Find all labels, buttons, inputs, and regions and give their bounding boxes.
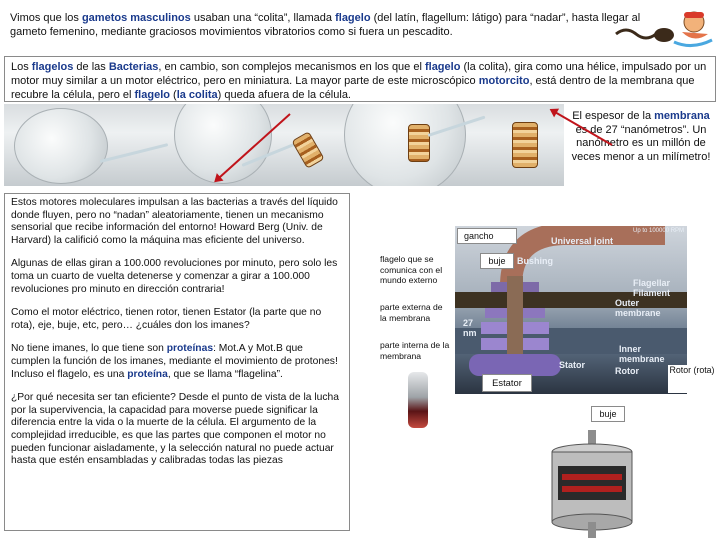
stator-thumbnail-image (408, 372, 428, 428)
motors-text-box (4, 193, 350, 531)
bacteria-text: ) queda afuera de la célula. (217, 89, 351, 101)
cell-image (14, 108, 108, 184)
intro-paragraph (4, 4, 660, 54)
intro-text: (del latín, flagellum: látigo) para “nadar”, hasta llegar al gameto femenino, mediante graciosos movimientos vibratorios como si fuera un pescadito. (10, 12, 641, 38)
diagram-outer-membrane: Outer membrane (615, 298, 661, 318)
diagram-corner: Up to 100000 RPM (633, 228, 685, 234)
label-buje-2: buje (591, 406, 625, 422)
diagram-stator: Stator (559, 360, 586, 370)
diagram-scale: 27 nm (463, 318, 477, 338)
motors-text: : Mot.A y Mot.B que cumplen la función de los imanes, mediante el movimiento de protones! Incluso el flagelo, es una (11, 343, 338, 380)
motors-paragraph-3: Como el motor eléctrico, tienen rotor, tienen Estator (la parte que no rota), eje, buje, etc, pero… ¿cuáles don los imanes? (11, 307, 322, 331)
nanometer-text: El espesor de la (572, 110, 655, 122)
bacteria-text: Los (11, 61, 32, 73)
label-parte-interna: parte interna de la membrana (377, 338, 453, 364)
label-estator: Estator (482, 374, 532, 392)
motors-paragraph-2: Algunas de ellas giran a 100.000 revoluciones por minuto, pero solo les toma un cuarto de vuelta detenerse y comenzar a girar a 100.000 revoluciones pro minuto en dirección contraria! (11, 258, 338, 295)
bacteria-motorcito: motorcito (478, 75, 530, 87)
motors-text: , que se llama “flagelina”. (167, 368, 283, 380)
label-buje: buje (480, 253, 514, 269)
bacteria-text: , está dentro de la membrana que recubre la célula, pero el (11, 75, 695, 101)
bacteria-bacterias: Bacterias (108, 61, 159, 73)
flagellar-motor-diagram (455, 226, 687, 394)
diagram-bushing: Bushing (517, 256, 553, 266)
label-flagelo: flagelo que se comunica con el mundo externo (377, 252, 453, 294)
motors-text: No tiene imanes, lo que tiene son (11, 343, 167, 355)
nanometer-membrana: membrana (654, 110, 710, 122)
label-parte-externa: parte externa de la membrana (377, 300, 453, 326)
motor-large-image (512, 122, 538, 168)
motors-proteinas: proteínas (166, 343, 214, 355)
intro-text: usaban una “colita”, llamada (190, 12, 336, 24)
intro-gametos: gametos masculinos (81, 12, 191, 24)
intro-flagelo: flagelo (335, 12, 371, 24)
nanometer-note (566, 110, 716, 200)
nanometer-text: es de 27 “nanómetros”. Un nanómetro es un millón de veces menor a un milímetro! (571, 123, 711, 163)
bacteria-colita: la colita (176, 89, 218, 101)
label-rotor: Rotor (rota) (668, 365, 716, 393)
flagellum-image (100, 143, 169, 163)
bacteria-text: de las (73, 61, 109, 73)
bacteria-flagelo-2: flagelo (134, 89, 170, 101)
motor-medium-image (408, 124, 430, 162)
diagram-universal-joint: Universal joint (551, 236, 614, 246)
motor-small-image (291, 131, 324, 169)
bacteria-flagelos: flagelos (31, 61, 74, 73)
label-gancho: gancho (457, 228, 517, 244)
motors-paragraph-1: Estos motores moleculares impulsan a las bacterias a través del líquido donde fluyen, pero no “nadan” aleatoriamente, tienen un mecanismo sensorial que recibe información del entorno! Howard Berg (Univ. de Harvard) la califició como la máquina mas eficiente del universo. (11, 197, 338, 246)
bacteria-text: , en cambio, son complejos mecanismos en los que el (158, 61, 425, 73)
intro-text: Vimos que los (10, 12, 82, 24)
diagram-rotor: Rotor (615, 366, 639, 376)
bacteria-text: ( (169, 89, 177, 101)
motors-paragraph-4 (11, 343, 343, 381)
swimmer-sperm-icon (612, 4, 716, 52)
motors-paragraph-5: ¿Por qué necesita ser tan eficiente? Desde el punto de vista de la lucha por la supervivencia, la capacidad para moverse puede significar la diferencia entre la vida o la muerte de la célula. El argumento de la complejidad irreducible, es que las partes que componen el motor no pueden funcionar aisladamente, y la selección natural no puede actuar hasta que estén ensambladas y calibradas todas las piezas (11, 392, 339, 467)
bacteria-flagelo: flagelo (424, 61, 461, 73)
membrane-image (344, 104, 466, 186)
motors-proteina: proteína (127, 368, 168, 380)
diagram-inner-membrane: Inner membrane (619, 344, 665, 364)
bacteria-paragraph (4, 56, 716, 102)
diagram-flagellar-filament: Flagellar Filament (633, 278, 671, 298)
bacteria-text: (la colita), gira como una hélice, impulsado por un motor muy similar a un motor eléctrico, pero en miniatura. La mayor parte de este microscópico (11, 61, 707, 87)
motor-3d-image (538, 430, 646, 538)
